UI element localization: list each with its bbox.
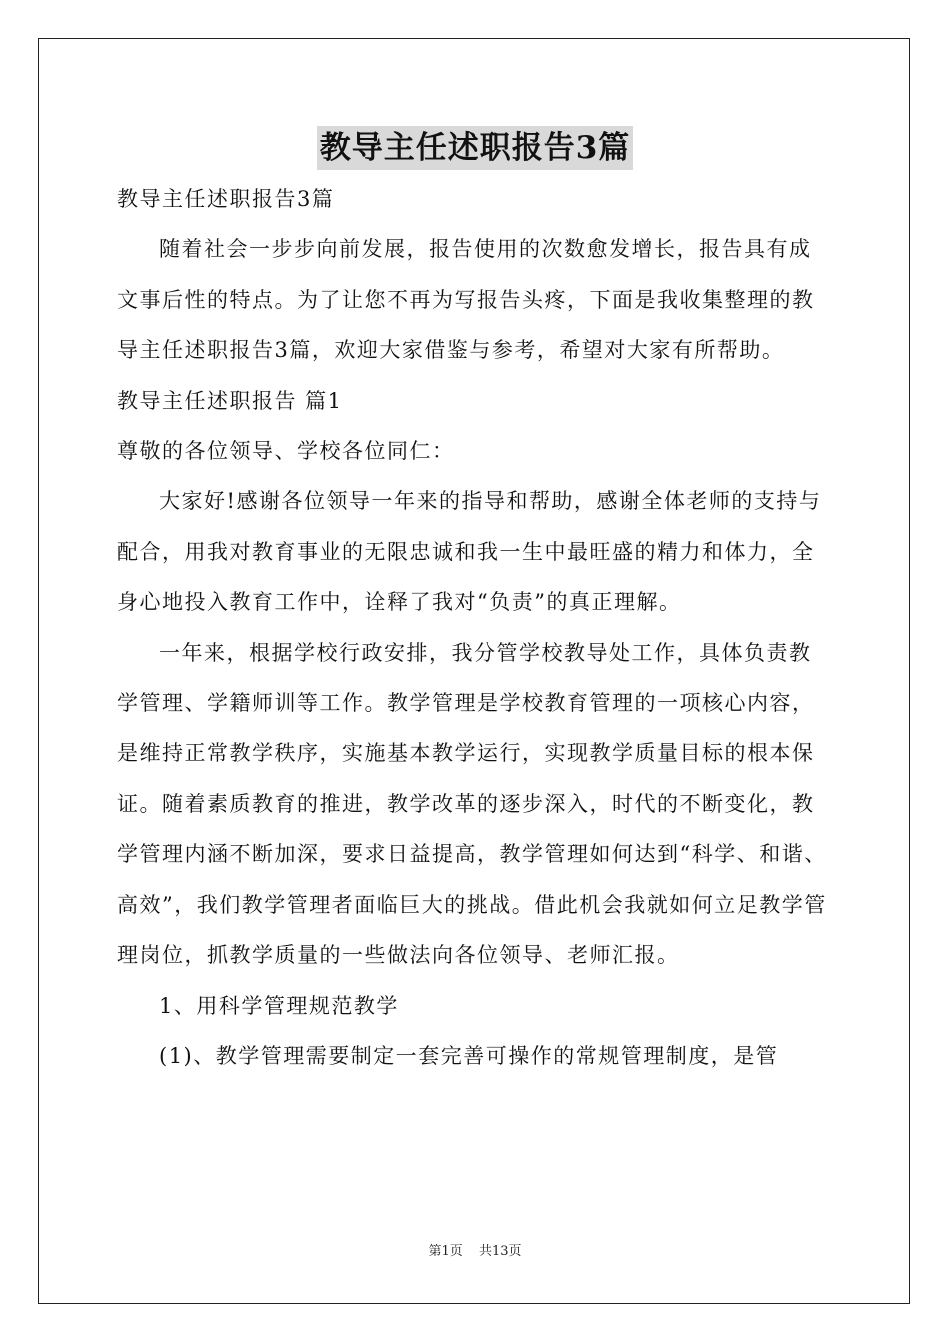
page-footer [0, 1240, 950, 1259]
paragraph-list [117, 224, 833, 1081]
document-body [117, 174, 833, 1081]
paragraph: 1、用科学管理规范教学 [159, 993, 399, 1018]
document-title: 教导主任述职报告3篇 [317, 126, 634, 170]
page-total: 共13页 [478, 1244, 522, 1259]
paragraph: 教导主任述职报告 篇1 [117, 388, 343, 413]
paragraph: 一年来，根据学校行政安排，我分管学校教导处工作，具体负责教学管理、学籍师训等工作。教学管理是学校教育管理的一项核心内容，是维持正常教学秩序，实施基本教学运行，实现教学质量目标的根本保证。随着素质教育的推进，教学改革的逐步深入，时代的不断变化，教学管理内涵不断加深，要求日益提高，教学管理如何达到“科学、和谐、高效”，我们教学管理者面临巨大的挑战。借此机会我就如何立足教学管理岗位，抓教学质量的一些做法向各位领导、老师汇报。 [117, 640, 827, 968]
paragraph: 随着社会一步步向前发展，报告使用的次数愈发增长，报告具有成文事后性的特点。为了让您不再为写报告头疼，下面是我收集整理的教导主任述职报告3篇，欢迎大家借鉴与参考，希望对大家有所帮助。 [117, 237, 815, 363]
title-wrap [0, 126, 950, 170]
paragraph: (1)、教学管理需要制定一套完善可操作的常规管理制度，是管 [159, 1043, 779, 1068]
page-number: 第1页 [428, 1244, 463, 1259]
document-subtitle: 教导主任述职报告3篇 [117, 187, 335, 211]
paragraph: 尊敬的各位领导、学校各位同仁： [117, 439, 455, 464]
paragraph: 大家好!感谢各位领导一年来的指导和帮助，感谢全体老师的支持与配合，用我对教育事业的无限忠诚和我一生中最旺盛的精力和体力，全身心地投入教育工作中，诠释了我对“负责”的真正理解。 [117, 489, 822, 615]
